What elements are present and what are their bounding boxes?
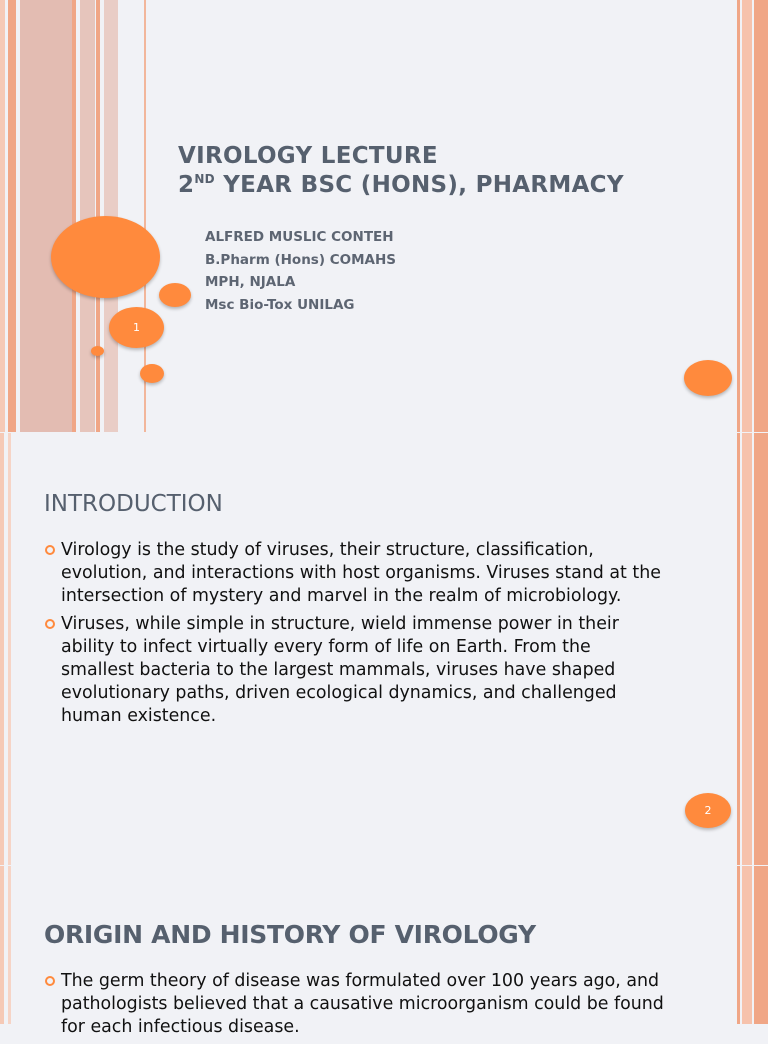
- title-ordinal-suffix: ND: [194, 172, 215, 186]
- bullet-list: [44, 970, 669, 1044]
- bullet-circle-icon: [45, 545, 55, 555]
- decor-stripe: [8, 0, 16, 432]
- author-line: ALFRED MUSLIC CONTEH: [205, 229, 394, 245]
- slide-number-badge: [109, 307, 164, 348]
- bullet-text: The germ theory of disease was formulated over 100 years ago, and pathologists believed that a causative microorganism could be found for each infectious disease.: [61, 971, 664, 1037]
- author-line: Msc Bio-Tox UNILAG: [205, 296, 355, 313]
- bullet-item: [44, 970, 669, 1039]
- decor-stripe: [742, 433, 752, 865]
- decor-stripe: [754, 0, 768, 432]
- bullet-item: [44, 613, 669, 728]
- decor-stripe: [737, 866, 740, 1024]
- decor-circle: [159, 283, 191, 307]
- decor-stripe: [0, 866, 4, 1024]
- decor-stripe: [742, 866, 752, 1024]
- decor-stripe: [0, 433, 4, 865]
- decor-stripe: [737, 433, 740, 865]
- slide-origin-history: [0, 866, 768, 1037]
- author-line: B.Pharm (Hons) COMAHS: [205, 251, 397, 268]
- section-heading: ORIGIN AND HISTORY OF VIROLOGY: [44, 920, 536, 949]
- bullet-circle-icon: [45, 619, 55, 629]
- title-line-2-rest: YEAR BSC (HONS), PHARMACY: [214, 172, 624, 198]
- slide-number: 1: [133, 321, 140, 334]
- decor-stripe: [8, 433, 11, 865]
- decor-stripe: [754, 433, 768, 865]
- author-credentials: [205, 226, 396, 316]
- slide-title: [0, 0, 768, 432]
- decor-circle: [140, 364, 164, 383]
- decor-stripe: [72, 0, 76, 432]
- bullet-text: Viruses, while simple in structure, wield immense power in their ability to infect virtually every form of life on Earth. From the smallest bacteria to the largest mammals, viruses have shaped evolutionary paths, driven ecological dynamics, and challenged human existence.: [61, 614, 619, 726]
- section-heading: INTRODUCTION: [44, 491, 223, 517]
- decor-stripe: [754, 866, 768, 1024]
- slide-introduction: [0, 433, 768, 865]
- decor-stripe: [737, 0, 740, 432]
- title-line-1: VIROLOGY LECTURE: [178, 143, 438, 169]
- decor-stripe: [20, 0, 72, 432]
- slide-number-badge: [685, 793, 731, 828]
- decor-stripe: [742, 0, 752, 432]
- author-line: MPH, NJALA: [205, 274, 296, 290]
- bullet-text: Virology is the study of viruses, their structure, classification, evolution, and interactions with host organisms. Viruses stand at the intersection of mystery and marvel in the realm of microbiology.: [61, 540, 661, 606]
- title-line-2: [178, 172, 624, 198]
- decor-circle: [684, 360, 732, 396]
- slide-number: 2: [704, 804, 712, 817]
- decor-stripe: [8, 866, 11, 1024]
- slide-title-text: [178, 142, 624, 200]
- decor-circle: [91, 346, 104, 356]
- bullet-item: [44, 539, 669, 608]
- bullet-circle-icon: [45, 976, 55, 986]
- decor-stripe: [0, 0, 5, 432]
- title-number: 2: [178, 172, 195, 198]
- bullet-list: [44, 539, 669, 733]
- decor-circle: [51, 216, 160, 298]
